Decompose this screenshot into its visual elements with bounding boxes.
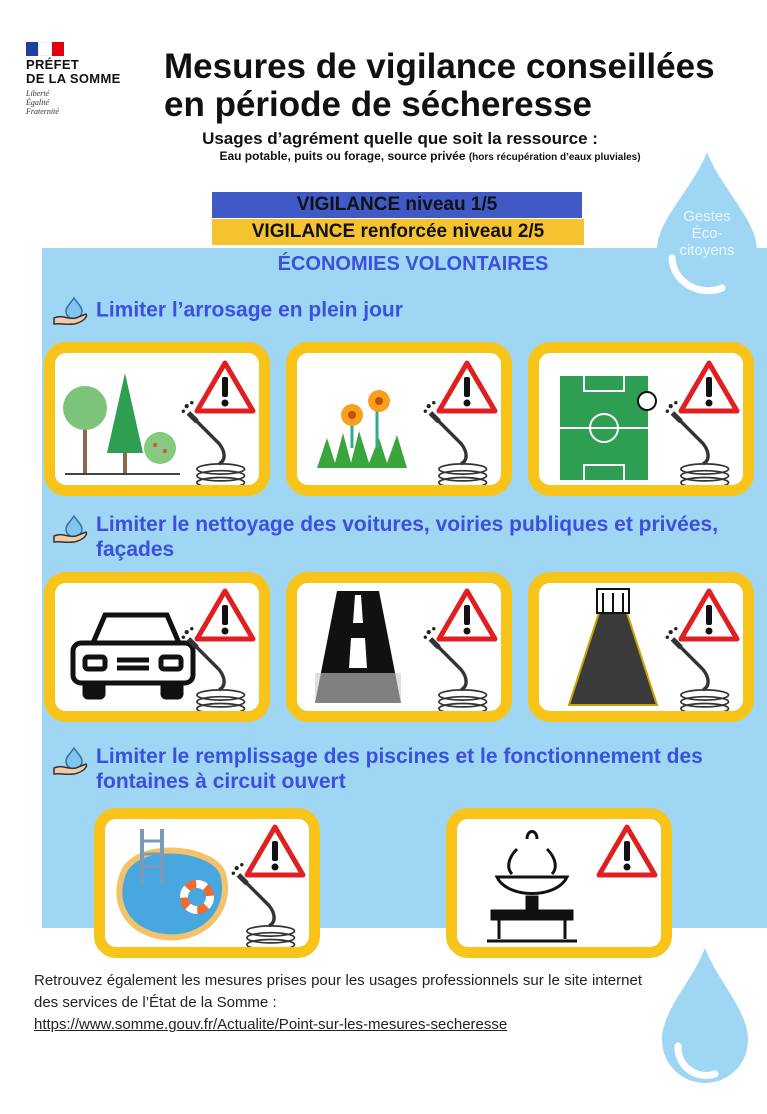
warning-icon: [197, 363, 253, 411]
section-title-nettoyage: Limiter le nettoyage des voitures, voiries publiques et privées, façades: [52, 512, 752, 562]
warning-icon: [439, 591, 495, 639]
car-icon: [73, 615, 193, 697]
gestes-badge: Gestes Éco- citoyens: [679, 208, 735, 259]
page-title: Mesures de vigilance conseillées en période de sécheresse: [164, 47, 715, 124]
vigilance-level1-band: VIGILANCE niveau 1/5: [212, 192, 582, 218]
economies-heading: ÉCONOMIES VOLONTAIRES: [277, 253, 549, 275]
hose-icon: [666, 401, 729, 485]
warning-icon: [599, 827, 655, 875]
card-trees: [44, 342, 270, 496]
card-building: [528, 572, 754, 722]
water-hand-icon: [52, 296, 90, 326]
tree-icon: [63, 373, 180, 474]
subtitle: Usages d’agrément quelle que soit la ressource :: [202, 129, 598, 148]
pool-icon: [119, 829, 225, 937]
somme-gouv-link[interactable]: https://www.somme.gouv.fr/Actualite/Point-sur-les-mesures-secheresse: [34, 1016, 508, 1033]
footer-text: Retrouvez également les mesures prises pour les usages professionnels sur le site internet des services de l’État de la Somme : https://www.somme.gouv.fr/Actualite/Point-sur-les-mesures-secheresse: [34, 972, 642, 1033]
prefet-logo: [26, 42, 146, 116]
water-drop-icon: [660, 948, 750, 1088]
hose-icon: [182, 401, 245, 485]
subtitle-resources: Eau potable, puits ou forage, source privée (hors récupération d’eaux pluviales): [219, 149, 641, 163]
card-road: [286, 572, 512, 722]
vigilance-level2-band: VIGILANCE renforcée niveau 2/5: [212, 219, 584, 245]
warning-icon: [247, 827, 303, 875]
road-icon: [315, 591, 401, 703]
card-pool: [94, 808, 320, 958]
football-field-icon: [559, 375, 656, 481]
section-title-piscines: Limiter le remplissage des piscines et le fonctionnement des fontaines à circuit ouvert: [52, 744, 762, 794]
flag-icon: [26, 42, 64, 56]
flower-icon: [317, 390, 407, 468]
water-hand-icon: [52, 746, 90, 776]
card-flowers: [286, 342, 512, 496]
card-fountain: [446, 808, 672, 958]
water-hand-icon: [52, 514, 90, 544]
warning-icon: [197, 591, 253, 639]
warning-icon: [681, 363, 737, 411]
warning-icon: [439, 363, 495, 411]
logo-line2: DE LA SOMME: [26, 71, 121, 86]
building-icon: [569, 589, 657, 705]
card-football-field: [528, 342, 754, 496]
logo-line1: PRÉFET: [26, 57, 80, 72]
hose-icon: [424, 401, 487, 485]
logo-motto: Liberté Égalité Fraternité: [26, 89, 59, 116]
section-title-arrosage: Limiter l’arrosage en plein jour: [52, 296, 403, 326]
fountain-icon: [487, 832, 577, 942]
card-car: [44, 572, 270, 722]
water-drop-icon: [652, 150, 762, 300]
warning-icon: [681, 591, 737, 639]
